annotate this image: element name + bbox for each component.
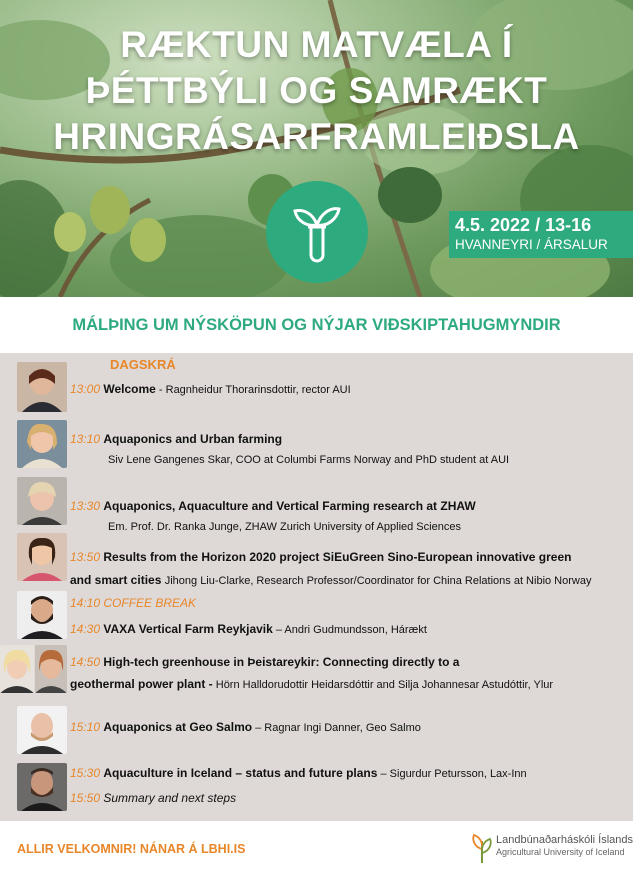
agenda-title-continued: and smart cities	[70, 573, 162, 587]
agenda-title: Aquaponics, Aquaculture and Vertical Farming research at ZHAW	[103, 499, 476, 513]
agenda-speaker: – Sigurdur Petursson, Lax-Inn	[377, 768, 527, 780]
agenda-title: Summary and next steps	[103, 791, 237, 805]
agenda-speaker: – Andri Gudmundsson, Hárækt	[272, 624, 427, 636]
agenda-speaker: - Ragnheidur Thorarinsdottir, rector AUI	[155, 384, 351, 396]
program-heading: DAGSKRÁ	[110, 357, 176, 372]
agenda-title: Aquaponics and Urban farming	[103, 432, 283, 446]
logo-subtitle: Agricultural University of Iceland	[496, 847, 625, 857]
footer	[0, 821, 633, 874]
speaker-photo	[17, 591, 67, 639]
speaker-photo	[0, 645, 34, 693]
hero-banner	[0, 0, 633, 297]
event-title	[0, 22, 633, 160]
event-location: HVANNEYRI / ÁRSALUR	[455, 237, 608, 252]
agenda-title: Welcome	[103, 382, 156, 396]
agenda-item	[70, 790, 630, 807]
agenda-title-continued: geothermal power plant -	[70, 677, 213, 691]
agenda-item	[70, 595, 630, 612]
university-leaf-logo	[470, 831, 494, 865]
speaker-photo	[17, 362, 67, 412]
agenda-item	[70, 431, 630, 466]
agenda-title: High-tech greenhouse in Þeistareykir: Connecting directly to a	[103, 655, 460, 669]
speaker-photo	[17, 420, 67, 468]
agenda-title: Aquaponics at Geo Salmo	[103, 720, 253, 734]
event-subtitle: MÁLÞING UM NÝSKÖPUN OG NÝJAR VIÐSKIPTAHUGMYNDIR	[0, 297, 633, 353]
agenda-time: 15:50	[70, 791, 101, 805]
agenda-item-continued	[70, 572, 630, 590]
agenda-time: 14:50	[70, 655, 101, 669]
title-line: HRINGRÁSARFRAMLEIÐSLA	[53, 116, 580, 157]
agenda-title: COFFEE BREAK	[103, 596, 197, 610]
title-line: ÞÉTTBÝLI OG SAMRÆKT	[85, 70, 548, 111]
title-line: RÆKTUN MATVÆLA Í	[120, 24, 513, 65]
agenda-item	[70, 549, 630, 566]
agenda-title: Results from the Horizon 2020 project SiEuGreen Sino-European innovative green	[103, 550, 572, 564]
speaker-photo	[17, 763, 67, 811]
agenda-time: 15:10	[70, 720, 101, 734]
agenda-time: 14:10	[70, 596, 101, 610]
speaker-photo	[35, 645, 67, 693]
event-date: 4.5. 2022 / 13-16	[455, 215, 592, 235]
agenda-item-continued	[70, 676, 630, 694]
agenda-speaker: Siv Lene Gangenes Skar, COO at Columbi Farms Norway and PhD student at AUI	[108, 454, 510, 466]
date-location-box	[449, 211, 633, 258]
agenda-item	[70, 765, 630, 783]
speaker-photo	[17, 706, 67, 754]
agenda-item	[70, 719, 630, 737]
agenda-time: 15:30	[70, 766, 101, 780]
plant-seedling-test-tube-icon	[266, 181, 368, 283]
agenda-time: 14:30	[70, 622, 101, 636]
agenda-speaker: Jihong Liu-Clarke, Research Professor/Coordinator for China Relations at Nibio Norway	[164, 575, 592, 587]
agenda-time: 13:10	[70, 432, 101, 446]
agenda-item	[70, 498, 630, 533]
program-section	[0, 353, 633, 821]
agenda-time: 13:50	[70, 550, 101, 564]
logo-name: Landbúnaðarháskóli Íslands	[496, 834, 633, 846]
agenda-speaker: Em. Prof. Dr. Ranka Junge, ZHAW Zurich University of Applied Sciences	[108, 521, 461, 533]
agenda-item	[70, 654, 630, 671]
agenda-item	[70, 621, 630, 639]
agenda-speaker: Hörn Halldorudottir Heidarsdóttir and Silja Johannesar Astudóttir, Ylur	[212, 679, 554, 691]
agenda-time: 13:00	[70, 382, 101, 396]
university-logo	[470, 831, 633, 865]
speaker-photo	[17, 477, 67, 525]
agenda-item	[70, 381, 630, 399]
footer-cta-link[interactable]: ALLIR VELKOMNIR! NÁNAR Á LBHI.IS	[17, 842, 246, 856]
agenda-time: 13:30	[70, 499, 101, 513]
agenda-title: VAXA Vertical Farm Reykjavik	[103, 622, 273, 636]
speaker-photo	[17, 533, 67, 581]
agenda-speaker: – Ragnar Ingi Danner, Geo Salmo	[252, 722, 421, 734]
agenda-title: Aquaculture in Iceland – status and future plans	[103, 766, 378, 780]
